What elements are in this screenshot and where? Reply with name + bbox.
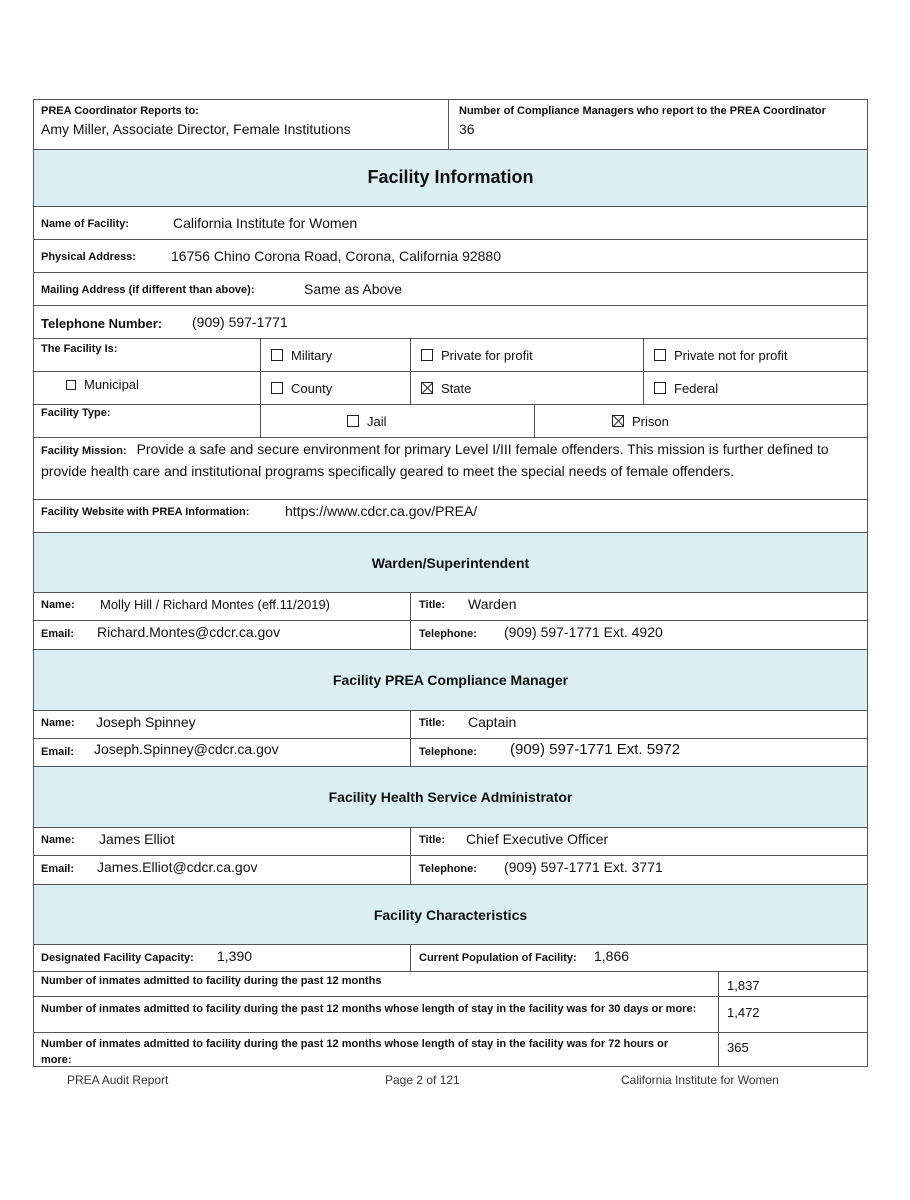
capacity-value: 1,390: [217, 948, 253, 964]
warden-telephone-label: Telephone:: [419, 628, 477, 640]
manager-email-row: [33, 738, 868, 766]
warden-email-value[interactable]: Richard.Montes@cdcr.ca.gov: [97, 624, 281, 640]
manager-title-label: Title:: [419, 717, 446, 729]
checkbox-checked-icon: [612, 415, 624, 427]
admitted-row: [33, 971, 868, 996]
population-label: Current Population of Facility:: [419, 952, 577, 964]
facility-name-row: [33, 206, 868, 239]
admitted-value: 1,837: [727, 978, 760, 993]
facility-is-row-2: [33, 371, 868, 404]
admitted30-value: 1,472: [727, 1005, 760, 1020]
warden-name-row: [33, 592, 868, 620]
manager-name-row: [33, 710, 868, 738]
option-jail[interactable]: Jail: [347, 414, 387, 429]
health-name-value: James Elliot: [99, 831, 175, 847]
option-state[interactable]: State: [421, 381, 471, 396]
health-telephone-label: Telephone:: [419, 863, 477, 875]
facility-type-row: [33, 404, 868, 437]
option-federal[interactable]: Federal: [654, 381, 718, 396]
managers-value: 36: [459, 121, 475, 137]
warden-name-label: Name:: [41, 599, 75, 611]
facility-name-value: California Institute for Women: [173, 215, 358, 231]
mission-value: Provide a safe and secure environment for primary Level I/III female offenders. This mission is further defined to provide health care and institutional programs specifically geared to meet the special needs of female offenders.: [41, 441, 829, 479]
capacity-row: [33, 944, 868, 971]
facility-info-header: [33, 149, 868, 206]
option-private-nonprofit[interactable]: Private not for profit: [654, 348, 787, 363]
option-county[interactable]: County: [271, 381, 332, 396]
physical-address-label: Physical Address:: [41, 251, 136, 263]
facility-info-heading: Facility Information: [367, 167, 534, 187]
facility-is-row-1: [33, 338, 868, 371]
warden-title-value: Warden: [468, 596, 517, 612]
warden-email-label: Email:: [41, 628, 75, 640]
warden-telephone-value: (909) 597-1771 Ext. 4920: [504, 624, 663, 640]
mailing-address-value: Same as Above: [304, 281, 403, 297]
checkbox-empty-icon: [271, 382, 283, 394]
facility-type-label: Facility Type:: [41, 407, 111, 419]
option-military[interactable]: Military: [271, 348, 332, 363]
population-value: 1,866: [594, 948, 630, 964]
manager-name-value: Joseph Spinney: [96, 714, 196, 730]
health-admin-heading: Facility Health Service Administrator: [328, 789, 573, 805]
compliance-manager-header: [33, 649, 868, 710]
mission-row: [33, 437, 868, 499]
admitted72-row: [33, 1032, 868, 1067]
mailing-address-row: [33, 272, 868, 305]
health-title-label: Title:: [419, 834, 446, 846]
managers-label: Number of Compliance Managers who report to the PREA Coordinator: [459, 105, 826, 117]
coordinator-row: [33, 99, 868, 149]
checkbox-empty-icon: [654, 349, 666, 361]
health-email-row: [33, 855, 868, 884]
checkbox-checked-icon: [421, 382, 433, 394]
telephone-value: (909) 597-1771: [192, 314, 288, 330]
telephone-label: Telephone Number:: [41, 316, 163, 331]
characteristics-heading: Facility Characteristics: [373, 907, 528, 923]
warden-title-label: Title:: [419, 599, 446, 611]
manager-telephone-label: Telephone:: [419, 746, 477, 758]
option-prison[interactable]: Prison: [612, 414, 669, 429]
website-row: [33, 499, 868, 532]
mission-label: Facility Mission:: [41, 445, 127, 457]
manager-telephone-value: (909) 597-1771 Ext. 5972: [510, 741, 681, 758]
checkbox-empty-icon: [654, 382, 666, 394]
checkbox-empty-icon: [347, 415, 359, 427]
health-telephone-value: (909) 597-1771 Ext. 3771: [504, 859, 663, 875]
facility-is-label: The Facility Is:: [41, 343, 118, 355]
reports-to-value: Amy Miller, Associate Director, Female Institutions: [41, 121, 351, 137]
admitted72-label: Number of inmates admitted to facility during the past 12 months whose length of stay in the facility was for 72 hours or more:: [41, 1038, 669, 1066]
telephone-row: [33, 305, 868, 338]
physical-address-value: 16756 Chino Corona Road, Corona, California 92880: [171, 248, 501, 264]
warden-name-value: Molly Hill / Richard Montes (eff.11/2019): [100, 597, 331, 612]
manager-name-label: Name:: [41, 717, 75, 729]
health-name-label: Name:: [41, 834, 75, 846]
health-email-value[interactable]: James.Elliot@cdcr.ca.gov: [97, 859, 258, 875]
manager-email-value[interactable]: Joseph.Spinney@cdcr.ca.gov: [94, 741, 279, 757]
checkbox-empty-icon: [66, 380, 76, 390]
manager-title-value: Captain: [468, 714, 517, 730]
checkbox-empty-icon: [421, 349, 433, 361]
footer-report-title: PREA Audit Report: [67, 1073, 169, 1087]
characteristics-header: [33, 884, 868, 944]
health-name-row: [33, 827, 868, 855]
footer-facility-name: California Institute for Women: [621, 1073, 779, 1087]
health-email-label: Email:: [41, 863, 75, 875]
health-title-value: Chief Executive Officer: [466, 831, 609, 847]
website-link[interactable]: https://www.cdcr.ca.gov/PREA/: [285, 503, 478, 519]
warden-heading: Warden/Superintendent: [371, 555, 530, 571]
footer-page-number: Page 2 of 121: [385, 1073, 460, 1087]
mailing-address-label: Mailing Address (if different than above):: [41, 284, 255, 296]
capacity-label: Designated Facility Capacity:: [41, 952, 194, 964]
facility-name-label: Name of Facility:: [41, 218, 130, 230]
website-label: Facility Website with PREA Information:: [41, 506, 250, 518]
admitted30-row: [33, 996, 868, 1032]
physical-address-row: [33, 239, 868, 272]
option-private-profit[interactable]: Private for profit: [421, 348, 533, 363]
health-admin-header: [33, 766, 868, 827]
compliance-manager-heading: Facility PREA Compliance Manager: [332, 672, 569, 688]
manager-email-label: Email:: [41, 746, 75, 758]
option-municipal[interactable]: Municipal: [66, 377, 139, 392]
reports-to-label: PREA Coordinator Reports to:: [41, 105, 199, 117]
checkbox-empty-icon: [271, 349, 283, 361]
admitted-label: Number of inmates admitted to facility during the past 12 months: [41, 975, 382, 987]
warden-header: [33, 532, 868, 592]
warden-email-row: [33, 620, 868, 649]
admitted72-value: 365: [727, 1040, 749, 1055]
admitted30-label: Number of inmates admitted to facility during the past 12 months whose length of stay in the facility was for 30 days or more:: [41, 1003, 697, 1015]
